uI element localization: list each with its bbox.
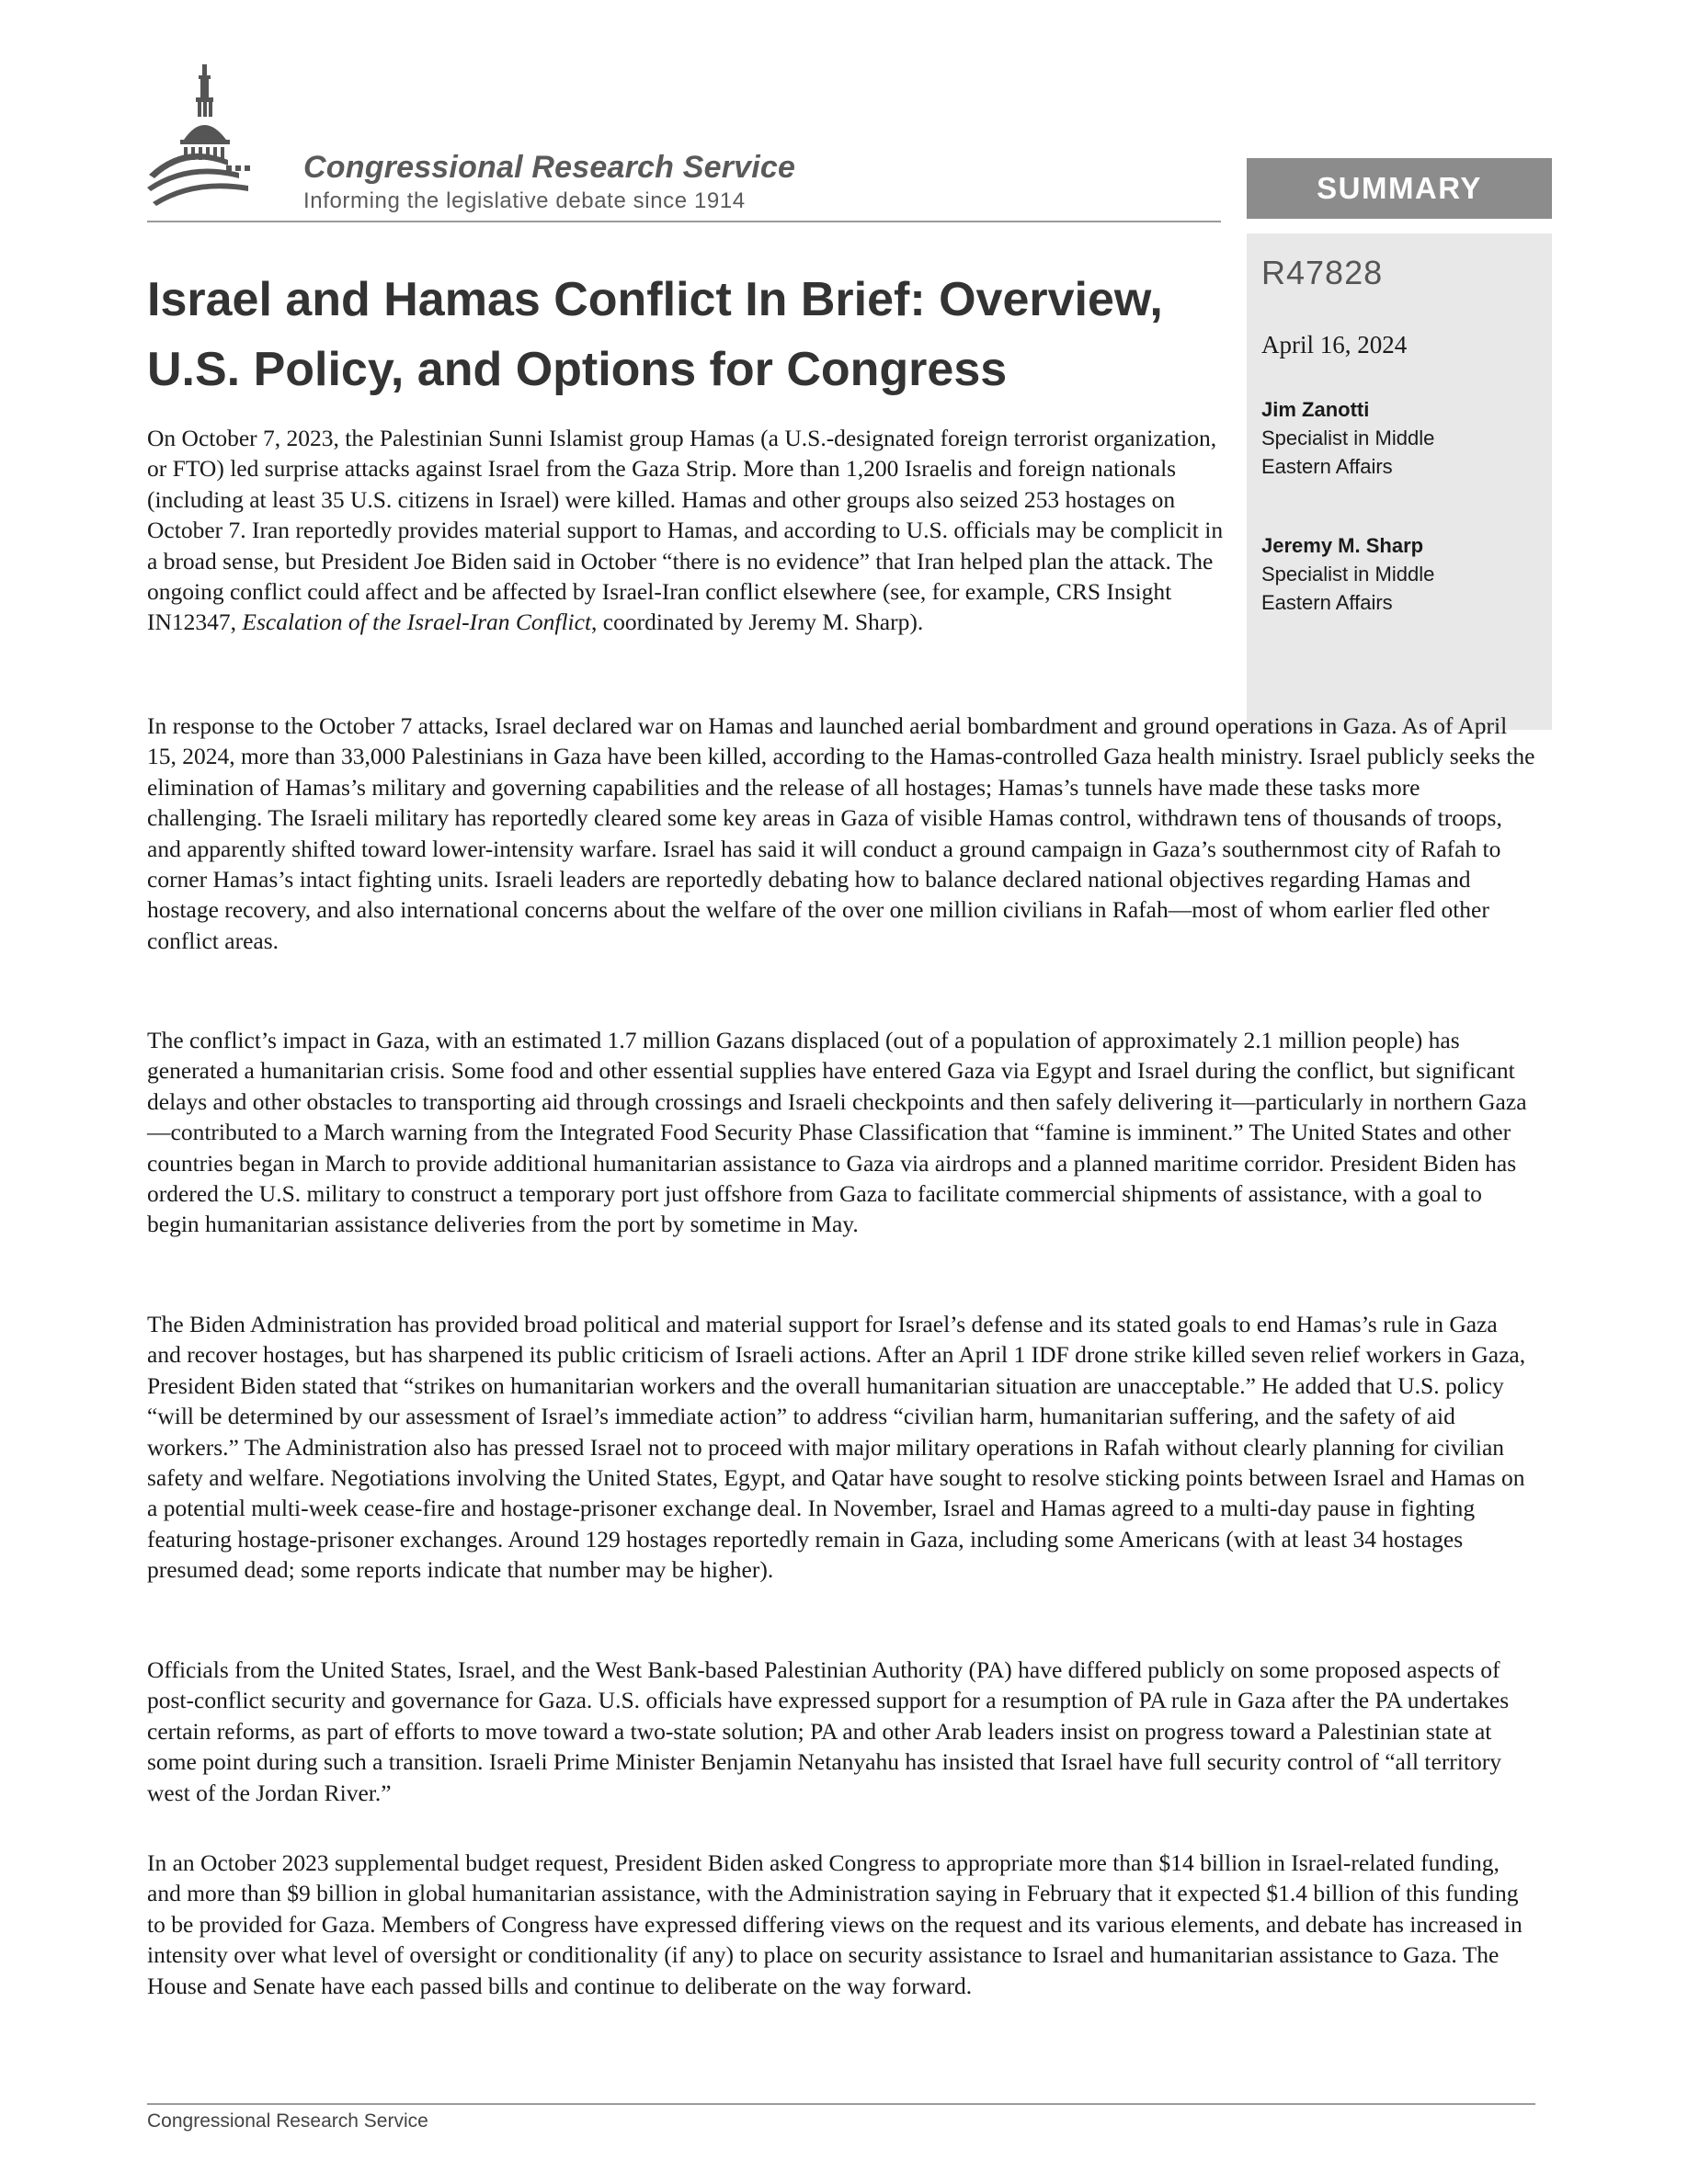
summary-paragraph: The conflict’s impact in Gaza, with an estimated 1.7 million Gazans displaced (out of a population of approximately 2.1 million people) has generated a humanitarian crisis. Some food and other essential supplies have entered Gaza via Egypt and Israel during the conflict, but significant delays and other obstacles to transporting aid through crossings and Israeli checkpoints and then safely delivering it—particularly in northern Gaza—contributed to a March warning from the Integrated Food Security Phase Classification that “famine is imminent.” The United States and other countries began in March to provide additional humanitarian assistance to Gaza via airdrops and a planned maritime corridor. President Biden has ordered the U.S. military to construct a temporary port just offshore from Gaza to facilitate commercial shipments of assistance, with a goal to begin humanitarian assistance deliveries from the port by sometime in May. — [147, 1027, 1527, 1238]
footer-divider — [147, 2103, 1535, 2105]
author-title-line: Specialist in Middle — [1261, 563, 1435, 586]
summary-paragraph: The Biden Administration has provided broad political and material support for Israel’s defense and its stated goals to end Hamas’s rule in Gaza and recover hostages, but has sharpened its public criticism of Israeli actions. After an April 1 IDF drone strike killed seven relief workers in Gaza, President Biden stated that “strikes on humanitarian workers and the overall humanitarian situation are unacceptable.” He added that U.S. policy “will be determined by our assessment of Israel’s immediate action” to address “civilian harm, humanitarian suffering, and the safety of aid workers.” The Administration also has pressed Israel not to proceed with major military operations in Rafah without clearly planning for civilian safety and welfare. Negotiations involving the United States, Egypt, and Qatar have sought to resolve sticking points between Israel and Hamas on a potential multi-week cease-fire and hostage-prisoner exchange deal. In November, Israel and Hamas agreed to a multi-day pause in fighting featuring hostage-prisoner exchanges. Around 129 hostages reportedly remain in Gaza, including some Americans (with at least 34 hostages presumed dead; some reports indicate that number may be higher). — [147, 1311, 1526, 1584]
summary-label: SUMMARY — [1247, 158, 1552, 219]
org-name: Congressional Research Service — [303, 150, 796, 185]
summary-paragraph: In response to the October 7 attacks, Israel declared war on Hamas and launched aerial bombardment and ground operations in Gaza. As of April 15, 2024, more than 33,000 Palestinians in Gaza have been killed, according to the Hamas-controlled Gaza health ministry. Israel publicly seeks the elimination of Hamas’s military and governing capabilities and the release of all hostages; Hamas’s tunnels have made these tasks more challenging. The Israeli military has reportedly cleared some key areas in Gaza of visible Hamas control, withdrawn tens of thousands of troops, and apparently shifted toward lower-intensity warfare. Israel has said it will conduct a ground campaign in Gaza’s southernmost city of Rafah to corner Hamas’s intact fighting units. Israeli leaders are reportedly debating how to balance declared national objectives regarding Hamas and hostage recovery, and also international concerns about the welfare of the over one million civilians in Rafah—most of whom earlier fled other conflict areas. — [147, 712, 1535, 954]
report-number: R47828 — [1261, 254, 1384, 291]
author-block — [1261, 531, 1434, 617]
summary-paragraph: Officials from the United States, Israel, and the West Bank-based Palestinian Authority (PA) have differed publicly on some proposed aspects of post-conflict security and governance for Gaza. U.S. officials have expressed support for a resumption of PA rule in Gaza after the PA undertakes certain reforms, as part of efforts to move toward a two-state solution; PA and other Arab leaders insist on progress toward a Palestinian state at some point during such a transition. Israeli Prime Minister Benjamin Netanyahu has insisted that Israel have full security control of “all territory west of the Jordan River.” — [147, 1656, 1510, 1806]
paragraph-text: , coordinated by Jeremy M. Sharp). — [591, 609, 924, 636]
org-tagline: Informing the legislative debate since 1914 — [303, 188, 746, 213]
header-divider — [147, 221, 1221, 222]
author-name: Jeremy M. Sharp — [1261, 534, 1424, 557]
author-block — [1261, 395, 1434, 481]
author-title-line: Eastern Affairs — [1261, 455, 1393, 478]
cited-report-title: Escalation of the Israel-Iran Conflict — [242, 609, 592, 636]
author-name: Jim Zanotti — [1261, 398, 1370, 421]
footer-text: Congressional Research Service — [147, 2110, 428, 2132]
author-title-line: Eastern Affairs — [1261, 591, 1393, 614]
summary-paragraph: In an October 2023 supplemental budget request, President Biden asked Congress to appropriate more than $14 billion in Israel-related funding, and more than $9 billion in global humanitarian assistance, with the Administration saying in February that it expected $1.4 billion of this funding to be provided for Gaza. Members of Congress have expressed differing views on the request and its various elements, and debate has increased in intensity over what level of oversight or conditionality (if any) to place on security assistance to Israel and humanitarian assistance to Gaza. The House and Senate have each passed bills and continue to deliberate on the way forward. — [147, 1849, 1523, 1999]
author-title-line: Specialist in Middle — [1261, 427, 1435, 449]
capitol-dome-icon — [147, 57, 303, 213]
report-date: April 16, 2024 — [1261, 331, 1408, 358]
sidebar-panel — [1247, 233, 1552, 730]
summary-paragraph — [147, 423, 1227, 638]
document-title: Israel and Hamas Conflict In Brief: Overview, U.S. Policy, and Options for Congress — [147, 273, 1163, 396]
paragraph-text: On October 7, 2023, the Palestinian Sunni Islamist group Hamas (a U.S.-designated foreign terrorist organization, or FTO) led surprise attacks against Israel from the Gaza Strip. More than 1,200 Israelis and foreign nationals (including at least 35 U.S. citizens in Israel) were killed. Hamas and other groups also seized 253 hostages on October 7. Iran reportedly provides material support to Hamas, and according to U.S. officials may be complicit in a broad sense, but President Joe Biden said in October “there is no evidence” that Iran helped plan the attack. The ongoing conflict could affect and be affected by Israel-Iran conflict elsewhere (see, for example, CRS Insight IN12347, — [147, 425, 1224, 636]
